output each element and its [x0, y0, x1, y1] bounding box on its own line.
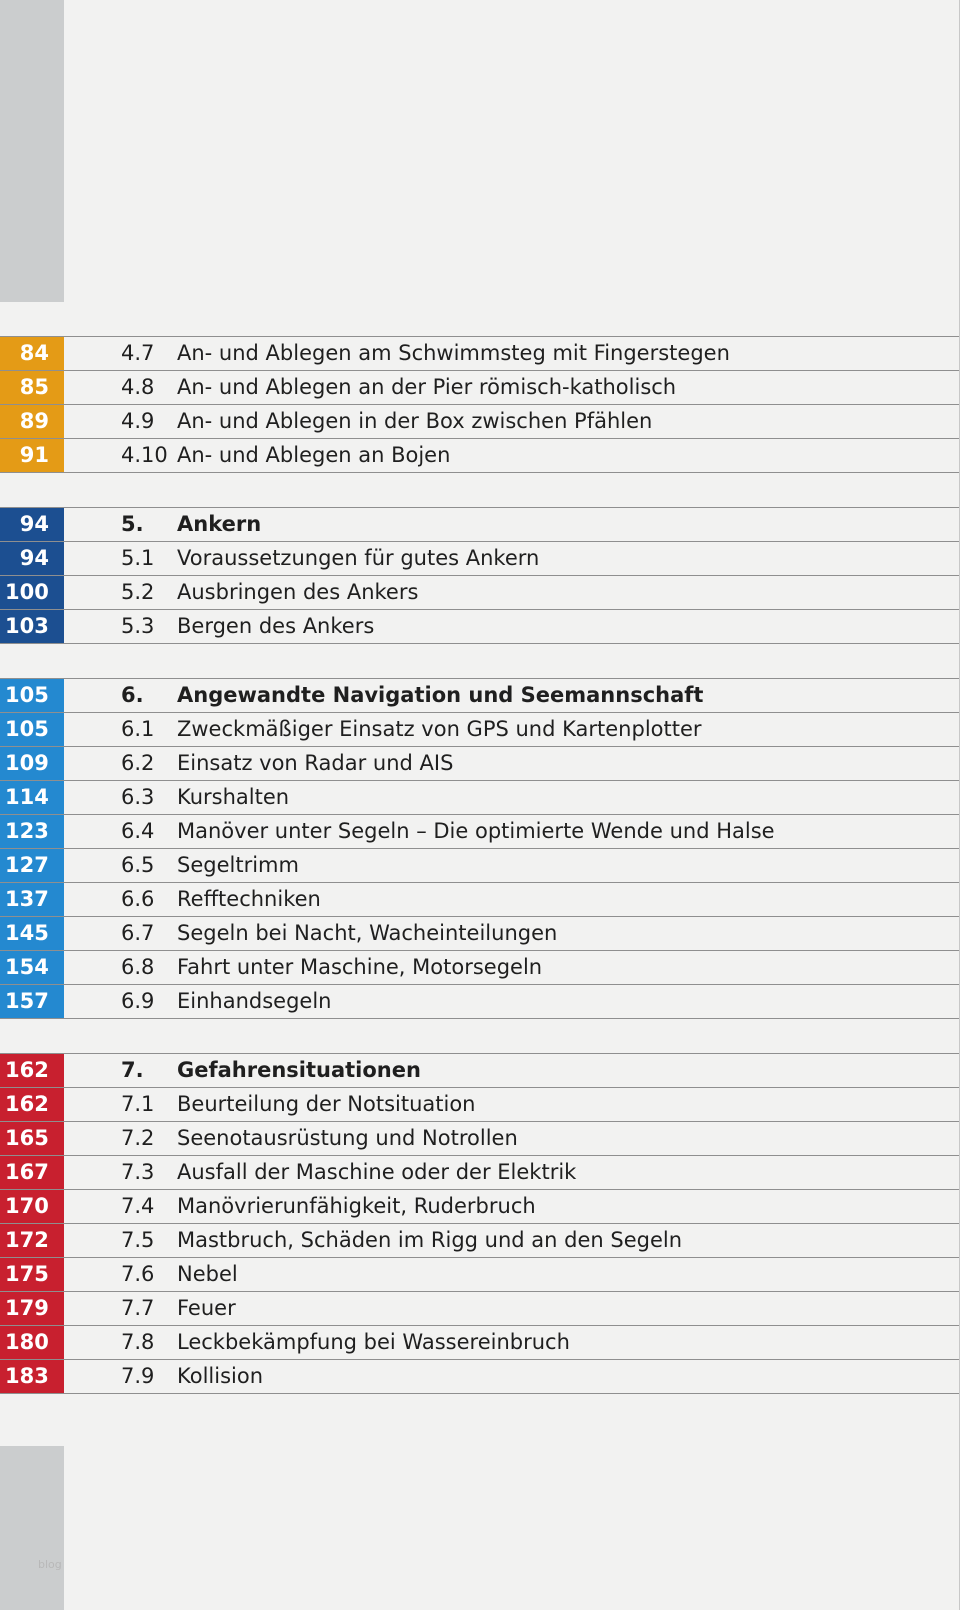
entry-title: Segeln bei Nacht, Wacheinteilungen [177, 921, 558, 945]
toc-entry-row[interactable] [0, 848, 959, 882]
page-number: 170 [0, 1190, 64, 1223]
section-number: 7.8 [121, 1330, 155, 1354]
page-number: 162 [0, 1088, 64, 1121]
section-number: 6.9 [121, 989, 155, 1013]
toc-entry-row[interactable] [0, 1257, 959, 1291]
entry-title: Einhandsegeln [177, 989, 332, 1013]
section-number: 7.3 [121, 1160, 155, 1184]
entry-title: Beurteilung der Notsituation [177, 1092, 476, 1116]
chapter-heading-row[interactable] [0, 1053, 959, 1087]
page-number: 172 [0, 1224, 64, 1257]
chapter-4-section [0, 336, 959, 473]
entry-title: Zweckmäßiger Einsatz von GPS und Kartenplotter [177, 717, 702, 741]
toc-entry-row[interactable] [0, 746, 959, 780]
page-number: 94 [0, 542, 64, 575]
toc-entry-row[interactable] [0, 814, 959, 848]
entry-title: Nebel [177, 1262, 238, 1286]
toc-entry-row[interactable] [0, 916, 959, 950]
page-number: 127 [0, 849, 64, 882]
toc-entry-row[interactable] [0, 1325, 959, 1359]
entry-title: Ausbringen des Ankers [177, 580, 419, 604]
entry-title: Gefahrensituationen [177, 1058, 421, 1082]
entry-title: Manöver unter Segeln – Die optimierte Wende und Halse [177, 819, 775, 843]
toc-entry-row[interactable] [0, 1291, 959, 1325]
toc-entry-row[interactable] [0, 984, 959, 1019]
toc-entry-row[interactable] [0, 1087, 959, 1121]
page-number: 123 [0, 815, 64, 848]
entry-title: Kollision [177, 1364, 264, 1388]
top-gutter-block [0, 0, 64, 302]
page-number: 89 [0, 405, 64, 438]
entry-title: Ankern [177, 512, 262, 536]
section-number: 7. [121, 1058, 144, 1082]
toc-entry-row[interactable] [0, 1121, 959, 1155]
section-number: 5.1 [121, 546, 155, 570]
page-number: 85 [0, 371, 64, 404]
section-number: 5. [121, 512, 144, 536]
chapter-7-section [0, 1053, 959, 1394]
toc-entry-row[interactable] [0, 882, 959, 916]
chapter-6-section [0, 678, 959, 1019]
page-number: 94 [0, 508, 64, 541]
page-number: 154 [0, 951, 64, 984]
section-number: 7.5 [121, 1228, 155, 1252]
chapter-5-section [0, 507, 959, 644]
entry-title: Seenotausrüstung und Notrollen [177, 1126, 518, 1150]
page-number: 162 [0, 1054, 64, 1087]
section-number: 6.5 [121, 853, 155, 877]
section-number: 4.10 [121, 443, 168, 467]
section-number: 7.7 [121, 1296, 155, 1320]
entry-title: Feuer [177, 1296, 236, 1320]
page-number: 137 [0, 883, 64, 916]
entry-title: Voraussetzungen für gutes Ankern [177, 546, 540, 570]
page-number: 103 [0, 610, 64, 643]
section-number: 7.6 [121, 1262, 155, 1286]
page-number: 91 [0, 439, 64, 472]
section-number: 7.1 [121, 1092, 155, 1116]
section-number: 6.6 [121, 887, 155, 911]
entry-title: Manövrierunfähigkeit, Ruderbruch [177, 1194, 536, 1218]
section-number: 7.9 [121, 1364, 155, 1388]
entry-title: An- und Ablegen am Schwimmsteg mit Fingerstegen [177, 341, 730, 365]
toc-entry-row[interactable] [0, 1155, 959, 1189]
entry-title: Ausfall der Maschine oder der Elektrik [177, 1160, 577, 1184]
page-number: 175 [0, 1258, 64, 1291]
section-number: 6.1 [121, 717, 155, 741]
section-number: 7.2 [121, 1126, 155, 1150]
section-number: 5.3 [121, 614, 155, 638]
entry-title: Refftechniken [177, 887, 321, 911]
bottom-gutter-block [0, 1446, 64, 1610]
page-number: 105 [0, 679, 64, 712]
entry-title: An- und Ablegen an Bojen [177, 443, 451, 467]
page-number: 114 [0, 781, 64, 814]
toc-entry-row[interactable] [0, 438, 959, 473]
toc-entry-row[interactable] [0, 712, 959, 746]
entry-title: An- und Ablegen an der Pier römisch-katholisch [177, 375, 677, 399]
section-number: 6.2 [121, 751, 155, 775]
toc-entry-row[interactable] [0, 336, 959, 370]
section-number: 4.9 [121, 409, 155, 433]
entry-title: Segeltrimm [177, 853, 299, 877]
section-number: 6.7 [121, 921, 155, 945]
toc-entry-row[interactable] [0, 541, 959, 575]
table-of-contents [0, 336, 959, 1394]
page-number: 180 [0, 1326, 64, 1359]
toc-entry-row[interactable] [0, 950, 959, 984]
page-number: 167 [0, 1156, 64, 1189]
section-number: 6.8 [121, 955, 155, 979]
section-number: 6.3 [121, 785, 155, 809]
page-number: 109 [0, 747, 64, 780]
page-number: 100 [0, 576, 64, 609]
chapter-heading-row[interactable] [0, 507, 959, 541]
toc-entry-row[interactable] [0, 609, 959, 644]
page-number: 165 [0, 1122, 64, 1155]
toc-entry-row[interactable] [0, 404, 959, 438]
section-number: 6. [121, 683, 144, 707]
section-number: 4.7 [121, 341, 155, 365]
page-number: 179 [0, 1292, 64, 1325]
page-number: 105 [0, 713, 64, 746]
toc-entry-row[interactable] [0, 575, 959, 609]
entry-title: Leckbekämpfung bei Wassereinbruch [177, 1330, 570, 1354]
section-number: 6.4 [121, 819, 155, 843]
toc-entry-row[interactable] [0, 1189, 959, 1223]
page-number: 157 [0, 985, 64, 1018]
toc-entry-row[interactable] [0, 780, 959, 814]
entry-title: Kurshalten [177, 785, 290, 809]
page-number: 145 [0, 917, 64, 950]
section-number: 4.8 [121, 375, 155, 399]
entry-title: Mastbruch, Schäden im Rigg und an den Segeln [177, 1228, 683, 1252]
entry-title: Bergen des Ankers [177, 614, 375, 638]
entry-title: Fahrt unter Maschine, Motorsegeln [177, 955, 543, 979]
section-number: 7.4 [121, 1194, 155, 1218]
toc-entry-row[interactable] [0, 1223, 959, 1257]
toc-entry-row[interactable] [0, 370, 959, 404]
entry-title: An- und Ablegen in der Box zwischen Pfählen [177, 409, 653, 433]
chapter-heading-row[interactable] [0, 678, 959, 712]
page-number: 183 [0, 1360, 64, 1393]
toc-entry-row[interactable] [0, 1359, 959, 1394]
entry-title: Angewandte Navigation und Seemannschaft [177, 683, 704, 707]
watermark: blog [38, 1558, 62, 1571]
section-number: 5.2 [121, 580, 155, 604]
page-number: 84 [0, 337, 64, 370]
entry-title: Einsatz von Radar und AIS [177, 751, 454, 775]
